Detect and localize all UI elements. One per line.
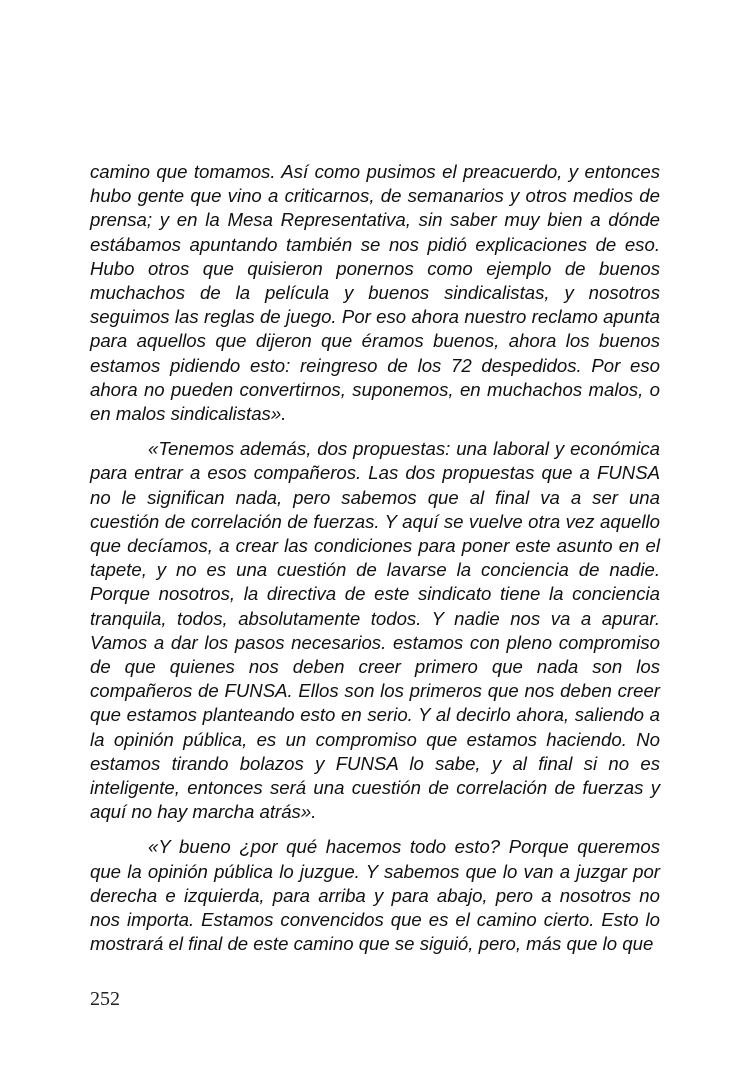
body-text xyxy=(90,160,660,957)
paragraph-1: camino que tomamos. Así como pusimos el preacuerdo, y entonces hubo gente que vino a criticarnos, de semanarios y otros medios de prensa; y en la Mesa Representativa, sin saber muy bien a dónde estábamos apuntando también se nos pidió explicaciones de eso. Hubo otros que quisieron ponernos como ejemplo de buenos muchachos de la película y buenos sindicalistas, y nosotros seguimos las reglas de juego. Por eso ahora nuestro reclamo apunta para aquellos que dijeron que éramos buenos, ahora los buenos estamos pidiendo esto: reingreso de los 72 despedidos. Por eso ahora no pueden convertirnos, suponemos, en muchachos malos, o en malos sindicalistas». xyxy=(90,161,660,425)
page-number: 252 xyxy=(90,988,120,1010)
paragraph-2: «Tenemos además, dos propuestas: una laboral y económica para entrar a esos compañeros. Las dos propuestas que a FUNSA no le significan nada, pero sabemos que al final va a ser una cuestión de correlación de fuerzas. Y aquí se vuelve otra vez aquello que decíamos, a crear las condiciones para poner este asunto en el tapete, y no es una cuestión de lavarse la conciencia de nadie. Porque nosotros, la directiva de este sindicato tiene la conciencia tranquila, todos, absolutamente todos. Y nadie nos va a apurar. Vamos a dar los pasos necesarios. estamos con pleno compromiso de que quienes nos deben creer primero que nada son los compañeros de FUNSA. Ellos son los primeros que nos deben creer que estamos planteando esto en serio. Y al decirlo ahora, saliendo a la opinión pública, es un compromiso que estamos haciendo. No estamos tirando bolazos y FUNSA lo sabe, y al final si no es inteligente, entonces será una cuestión de correlación de fuerzas y aquí no hay marcha atrás». xyxy=(90,438,660,823)
paragraph-3: «Y bueno ¿por qué hacemos todo esto? Porque queremos que la opinión pública lo juzgue. Y sabemos que lo van a juzgar por derecha e izquierda, para arriba y para abajo, pero a nosotros no nos importa. Estamos convencidos que es el camino cierto. Esto lo mostrará el final de este camino que se siguió, pero, más que lo que xyxy=(90,836,660,955)
